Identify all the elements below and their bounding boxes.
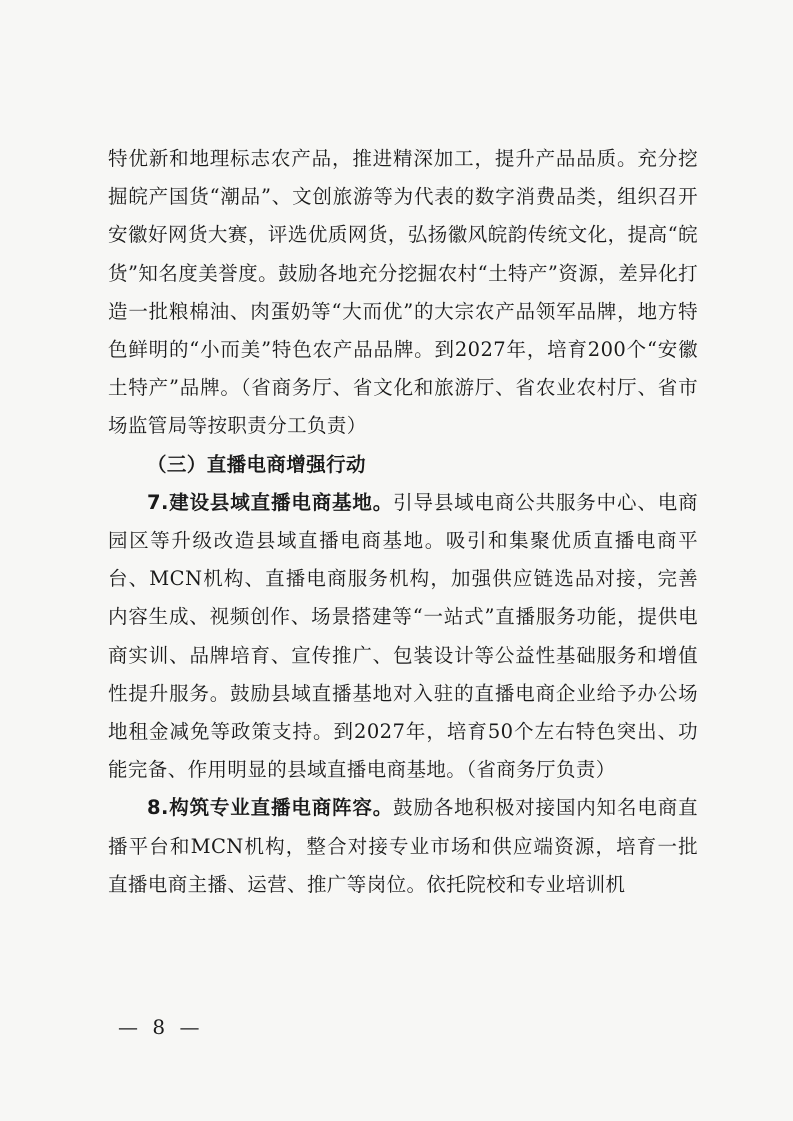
item-8-title: 8.构筑专业直播电商阵容。 bbox=[147, 796, 394, 820]
document-body bbox=[108, 140, 698, 904]
paragraph-brand-building: 特优新和地理标志农产品，推进精深加工，提升产品品质。充分挖掘皖产国货“潮品”、文创旅游等为代表的数字消费品类，组织召开安徽好网货大赛，评选优质网货，弘扬徽风皖韵传统文化，提高“皖货”知名度美誉度。鼓励各地充分挖掘农村“土特产”资源，差异化打造一批粮棉油、肉蛋奶等“大而优”的大宗农产品领军品牌，地方特色鲜明的“小而美”特色农产品品牌。到2027年，培育200个“安徽土特产”品牌。（省商务厅、省文化和旅游厅、省农业农村厅、省市场监管局等按职责分工负责） bbox=[108, 147, 698, 438]
section-heading bbox=[108, 446, 698, 484]
item-7-body: 引导县域电商公共服务中心、电商园区等升级改造县域直播电商基地。吸引和集聚优质直播电商平台、MCN机构、直播电商服务机构，加强供应链选品对接，完善内容生成、视频创作、场景搭建等“一站式”直播服务功能，提供电商实训、品牌培育、宣传推广、包装设计等公益性基础服务和增值性提升服务。鼓励县域直播基地对入驻的直播电商企业给予办公场地租金减免等政策支持。到2027年，培育50个左右特色突出、功能完备、作用明显的县域直播电商基地。（省商务厅负责） bbox=[108, 490, 698, 782]
paragraph-item-7 bbox=[108, 484, 698, 790]
section-heading-text: （三）直播电商增强行动 bbox=[147, 452, 366, 476]
page-number: — 8 — bbox=[118, 1015, 204, 1039]
paragraph-item-8 bbox=[108, 789, 698, 904]
item-8-body: 鼓励各地积极对接国内知名电商直播平台和MCN机构，整合对接专业市场和供应端资源，培育一批直播电商主播、运营、推广等岗位。依托院校和专业培训机 bbox=[108, 796, 698, 896]
item-7-title: 7.建设县域直播电商基地。 bbox=[147, 490, 394, 514]
